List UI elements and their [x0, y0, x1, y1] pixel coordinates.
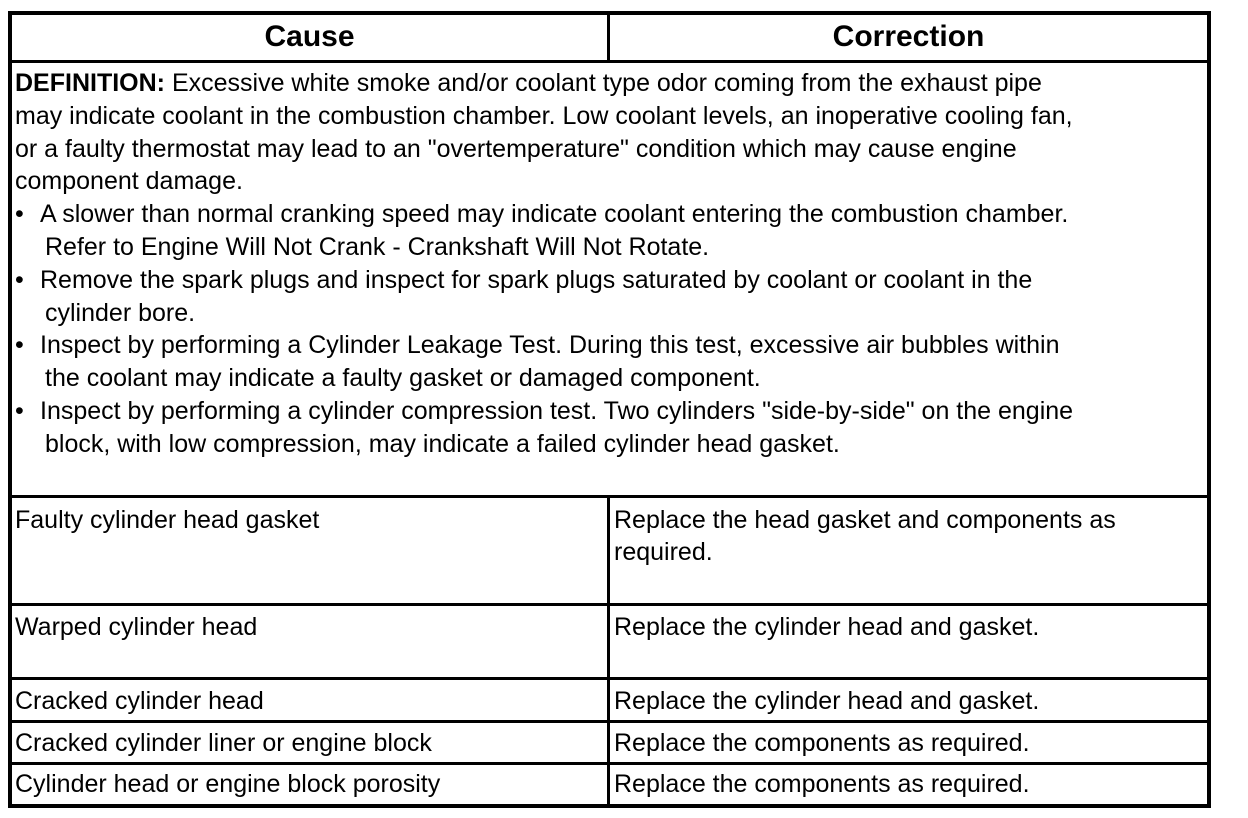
table-row-3-cause: Cracked cylinder head [15, 687, 264, 715]
table-row-5-correction: Replace the components as required. [614, 770, 1030, 798]
definition-bullet-1 [15, 198, 1073, 264]
bullet-icon: • [15, 265, 24, 294]
cause-column-header: Cause [264, 20, 355, 53]
correction-line: required. [614, 538, 713, 566]
table-row-4-cause: Cracked cylinder liner or engine block [15, 729, 432, 757]
row-3-bottom-border [10, 720, 1209, 723]
table-row-3-correction: Replace the cylinder head and gasket. [614, 687, 1040, 715]
bullet-continuation: Refer to Engine Will Not Crank - Crankshaft Will Not Rotate. [45, 232, 710, 261]
header-bottom-border [10, 60, 1209, 63]
bullet-text: A slower than normal cranking speed may indicate coolant entering the combustion chamber. [40, 200, 1069, 229]
definition-bullet-2 [15, 264, 1073, 330]
table-row-5-cause: Cylinder head or engine block porosity [15, 770, 441, 798]
definition-line-3: or a faulty thermostat may lead to an "overtemperature" condition which may cause engine [15, 134, 1017, 163]
bullet-icon: • [15, 331, 24, 360]
definition-bullet-4 [15, 395, 1073, 461]
table-row-2-cause: Warped cylinder head [15, 613, 258, 641]
bullet-continuation: the coolant may indicate a faulty gasket or damaged component. [45, 364, 761, 393]
bullet-text: Inspect by performing a Cylinder Leakage Test. During this test, excessive air bubbles within [40, 331, 1060, 360]
bullet-text: Remove the spark plugs and inspect for spark plugs saturated by coolant or coolant in the [40, 265, 1033, 294]
definition-line-2: may indicate coolant in the combustion chamber. Low coolant levels, an inoperative cooling fan, [15, 101, 1073, 130]
definition-label: DEFINITION: [15, 69, 165, 97]
definition-line-1 [15, 67, 1073, 100]
table-row-1-cause: Faulty cylinder head gasket [15, 506, 320, 534]
correction-line: Replace the head gasket and components as [614, 506, 1116, 534]
definition-bullet-3 [15, 329, 1073, 395]
definition-bottom-border [10, 495, 1209, 498]
bullet-icon: • [15, 200, 24, 229]
table-row-1-correction [614, 504, 1116, 568]
correction-column-header: Correction [832, 20, 985, 53]
row-1-bottom-border [10, 603, 1209, 606]
bullet-continuation: cylinder bore. [45, 298, 196, 327]
definition-text: Excessive white smoke and/or coolant type odor coming from the exhaust pipe [171, 69, 1042, 97]
body-column-divider [607, 496, 610, 806]
bullet-text: Inspect by performing a cylinder compression test. Two cylinders "side-by-side" on the engine [40, 396, 1074, 425]
table-row-2-correction: Replace the cylinder head and gasket. [614, 613, 1040, 641]
table-row-4-correction: Replace the components as required. [614, 729, 1030, 757]
bullet-continuation: block, with low compression, may indicate a failed cylinder head gasket. [45, 429, 840, 458]
definition-line-4: component damage. [15, 167, 243, 196]
bullet-icon: • [15, 396, 24, 425]
row-2-bottom-border [10, 677, 1209, 680]
definition-block [15, 67, 1073, 461]
row-4-bottom-border [10, 762, 1209, 765]
